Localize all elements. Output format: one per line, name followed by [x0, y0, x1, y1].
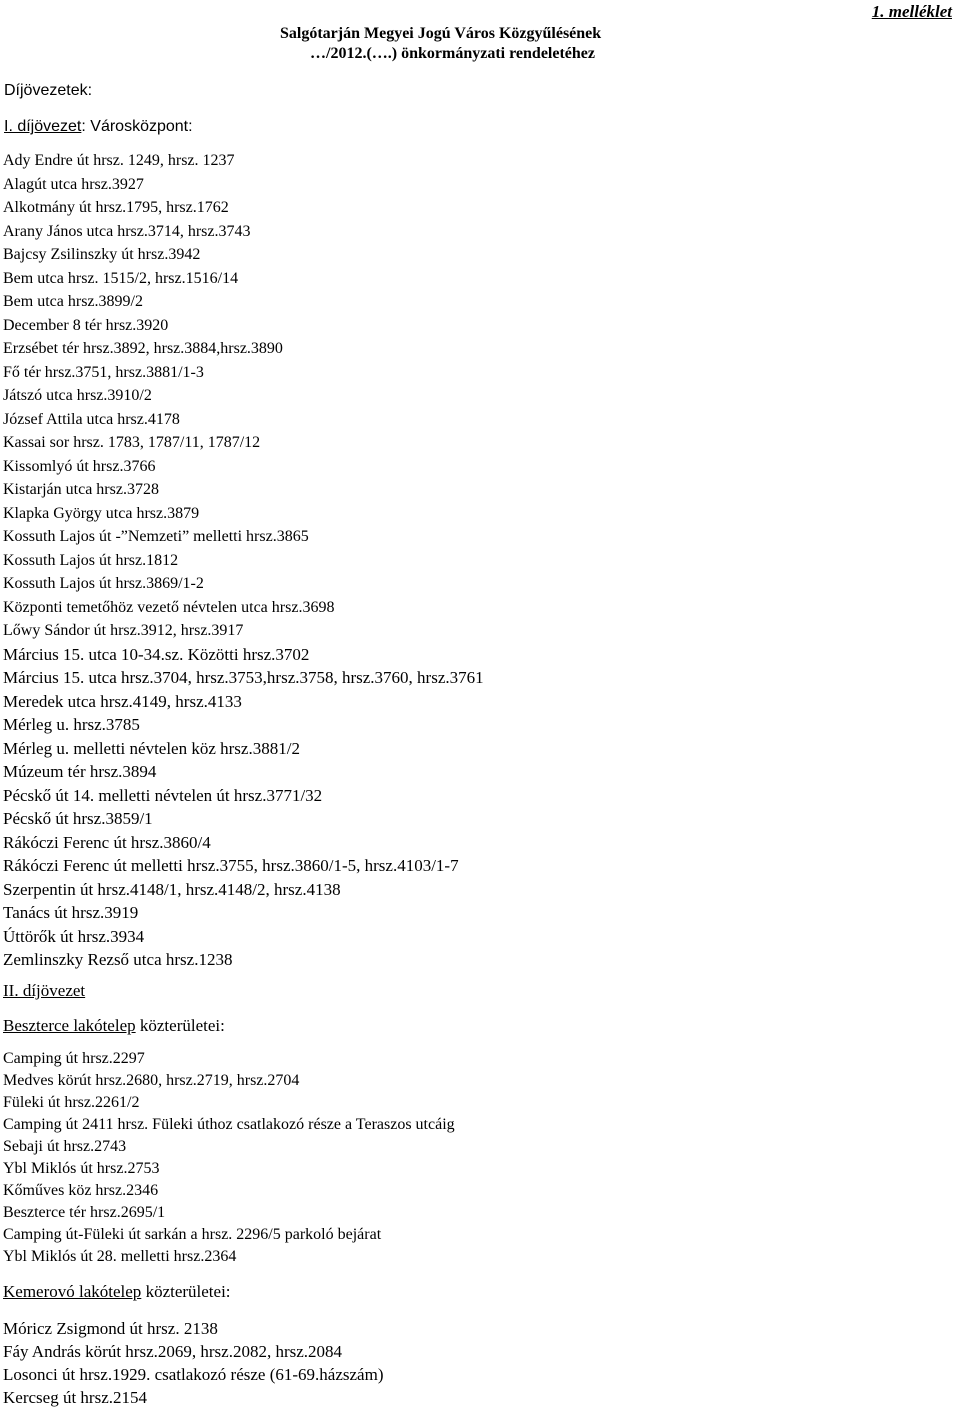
annex-label: 1. melléklet — [871, 2, 952, 21]
list-item: Szerpentin út hrsz.4148/1, hrsz.4148/2, hrsz.4138 — [3, 879, 341, 899]
list-item: Kistarján utca hrsz.3728 — [3, 481, 159, 498]
list-item: Lőwy Sándor út hrsz.3912, hrsz.3917 — [3, 622, 244, 639]
list-item: Erzsébet tér hrsz.3892, hrsz.3884,hrsz.3890 — [3, 340, 283, 357]
list-item: Kercseg út hrsz.2154 — [3, 1388, 147, 1407]
list-item: Kassai sor hrsz. 1783, 1787/11, 1787/12 — [3, 434, 261, 451]
zone-1-heading-underlined: I. díjövezet — [4, 118, 82, 135]
list-item: Rákóczi Ferenc út hrsz.3860/4 — [3, 832, 211, 852]
list-item: Alkotmány út hrsz.1795, hrsz.1762 — [3, 199, 229, 216]
list-item: Mérleg u. hrsz.3785 — [3, 715, 140, 734]
list-item: Móricz Zsigmond út hrsz. 2138 — [3, 1319, 218, 1338]
list-item: Camping út hrsz.2297 — [3, 1050, 145, 1067]
list-item: Tanács út hrsz.3919 — [3, 903, 139, 922]
list-item: Kossuth Lajos út -”Nemzeti” melletti hrsz.3865 — [3, 528, 309, 545]
list-item: Múzeum tér hrsz.3894 — [3, 762, 157, 781]
list-item: Zemlinszky Rezső utca hrsz.1238 — [3, 950, 233, 969]
header-line-2: …/2012.(….) önkormányzati rendeletéhez — [310, 45, 595, 62]
list-item: Játszó utca hrsz.3910/2 — [3, 387, 152, 404]
list-item: Medves körút hrsz.2680, hrsz.2719, hrsz.2704 — [3, 1072, 300, 1089]
beszterce-heading-rest: közterületei: — [135, 1016, 225, 1035]
list-item: Bajcsy Zsilinszky út hrsz.3942 — [3, 246, 201, 263]
list-item: Kőműves köz hrsz.2346 — [3, 1182, 159, 1199]
kemerovo-heading — [3, 1282, 231, 1302]
list-item: Sebaji út hrsz.2743 — [3, 1138, 127, 1155]
zone-1-heading-rest: : Városközpont: — [81, 118, 193, 135]
beszterce-heading — [3, 1016, 225, 1036]
list-item: Fáy András körút hrsz.2069, hrsz.2082, hrsz.2084 — [3, 1342, 343, 1361]
list-item: Ybl Miklós út 28. melletti hrsz.2364 — [3, 1248, 237, 1265]
list-item: Mérleg u. melletti névtelen köz hrsz.3881/2 — [3, 738, 300, 758]
zone-2-heading: II. díjövezet — [3, 981, 86, 1000]
list-item: Bem utca hrsz. 1515/2, hrsz.1516/14 — [3, 269, 239, 287]
list-item: Rákóczi Ferenc út melletti hrsz.3755, hrsz.3860/1-5, hrsz.4103/1-7 — [3, 856, 459, 875]
list-item: Pécskő út 14. melletti névtelen út hrsz.3771/32 — [3, 785, 323, 805]
list-item: József Attila utca hrsz.4178 — [3, 410, 180, 428]
list-item: Losonci út hrsz.1929. csatlakozó része (61-69.házszám) — [3, 1365, 384, 1384]
beszterce-heading-underlined: Beszterce lakótelep — [3, 1016, 136, 1035]
list-item: Beszterce tér hrsz.2695/1 — [3, 1204, 166, 1221]
list-item: Bem utca hrsz.3899/2 — [3, 293, 143, 310]
list-item: Ady Endre út hrsz. 1249, hrsz. 1237 — [3, 152, 235, 169]
list-item: Ybl Miklós út hrsz.2753 — [3, 1160, 160, 1177]
list-item: Camping út-Füleki út sarkán a hrsz. 2296/5 parkoló bejárat — [3, 1226, 382, 1243]
list-item: Meredek utca hrsz.4149, hrsz.4133 — [3, 691, 242, 711]
list-item: Klapka György utca hrsz.3879 — [3, 504, 200, 522]
list-item: Március 15. utca hrsz.3704, hrsz.3753,hrsz.3758, hrsz.3760, hrsz.3761 — [3, 668, 484, 687]
zone-1-heading — [4, 118, 193, 136]
list-item: Fő tér hrsz.3751, hrsz.3881/1-3 — [3, 363, 204, 381]
list-item: Alagút utca hrsz.3927 — [3, 175, 144, 193]
beszterce-list — [3, 1048, 455, 1268]
document-header — [280, 24, 601, 64]
list-item: Kissomlyó út hrsz.3766 — [3, 457, 156, 475]
list-item: Füleki út hrsz.2261/2 — [3, 1094, 140, 1111]
list-item: December 8 tér hrsz.3920 — [3, 316, 169, 334]
list-item: Pécskő út hrsz.3859/1 — [3, 809, 153, 828]
list-item: Központi temetőhöz vezető névtelen utca hrsz.3698 — [3, 598, 335, 616]
list-item: Kossuth Lajos út hrsz.3869/1-2 — [3, 575, 204, 592]
kemerovo-list — [3, 1317, 383, 1409]
list-item: Camping út 2411 hrsz. Füleki úthoz csatlakozó része a Teraszos utcáig — [3, 1116, 455, 1133]
page-title: Díjövezetek: — [4, 82, 93, 99]
zone-1-list — [3, 149, 484, 972]
list-item: Március 15. utca 10-34.sz. Közötti hrsz.3702 — [3, 644, 310, 664]
kemerovo-heading-rest: közterületei: — [141, 1282, 231, 1301]
kemerovo-heading-underlined: Kemerovó lakótelep — [3, 1282, 142, 1301]
list-item: Úttörők út hrsz.3934 — [3, 926, 145, 946]
list-item: Kossuth Lajos út hrsz.1812 — [3, 551, 179, 569]
list-item: Arany János utca hrsz.3714, hrsz.3743 — [3, 222, 251, 240]
header-line-1: Salgótarján Megyei Jogú Város Közgyűlésének — [280, 25, 602, 42]
